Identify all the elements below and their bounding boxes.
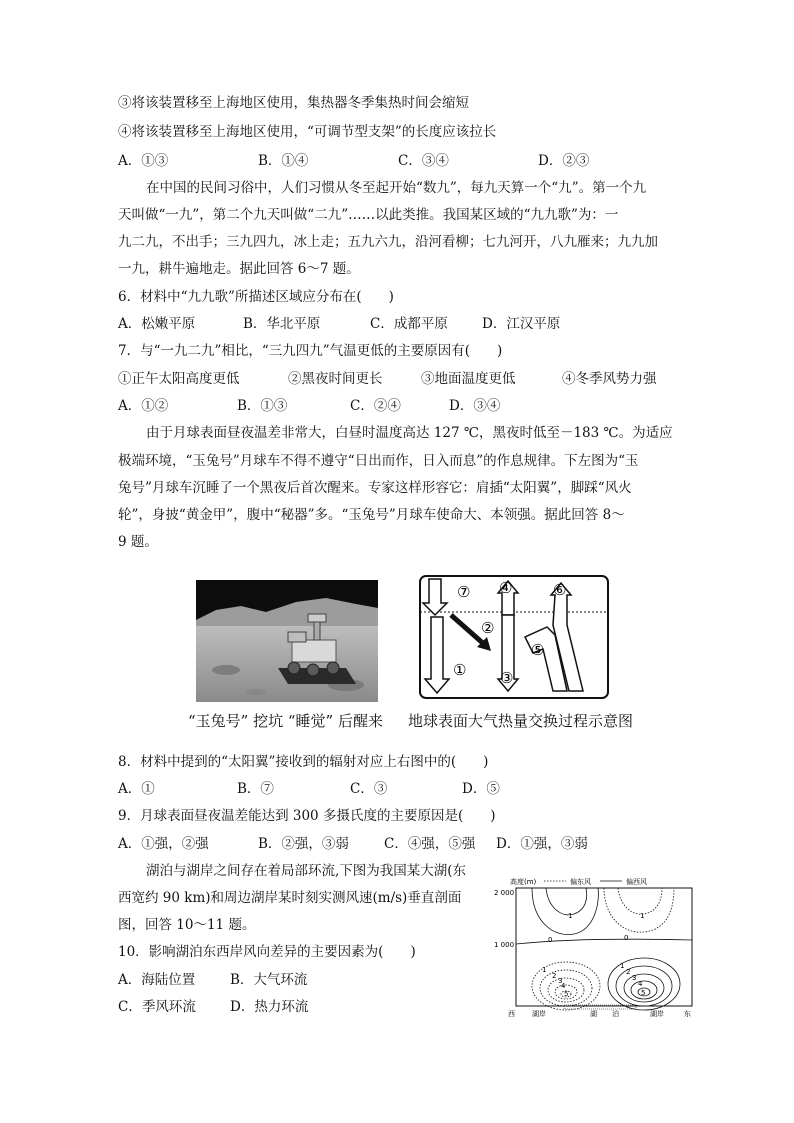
label-east: 东 [684,1010,691,1018]
q9-option-b: B．②强，③弱 [258,836,349,852]
q10-stem: 10．影响湖泊东西岸风向差异的主要因素为( ) [118,944,416,960]
passage1-line-4: 一九，耕牛遍地走。据此回答 6～7 题。 [118,261,360,277]
q5-option-a: A．①③ [118,153,169,169]
contour-label: 0 [548,936,553,944]
q5-item-4: ④将该装置移至上海地区使用，“可调节型支架”的长度应该拉长 [118,124,497,140]
q10-option-c: C．季风环流 [118,999,196,1015]
passage2-line-5: 9 题。 [118,534,158,550]
contour-label: 2 [552,972,557,980]
q7-option-d: D．③④ [449,398,501,414]
right-figure-caption: 地球表面大气热量交换过程示意图 [408,712,634,730]
q5-item-3: ③将该装置移至上海地区使用，集热器冬季集热时间会缩短 [118,95,469,111]
q10-option-b: B．大气环流 [230,972,308,988]
label-lake: 湖 [590,1010,597,1018]
passage3-line-3: 图，回答 10～11 题。 [118,917,256,933]
label-5: ⑤ [531,641,545,659]
q7-item-2: ②黑夜时间更长 [288,371,383,387]
contour-label: 5 [564,990,569,998]
q6-option-b: B．华北平原 [243,316,321,332]
label-shore-west: 湖岸 [532,1010,546,1018]
contour-label: 5 [641,989,646,997]
q10-option-a: A．海陆位置 [118,972,196,988]
q7-item-3: ③地面温度更低 [421,371,516,387]
heat-exchange-diagram [419,575,609,699]
q7-option-b: B．①③ [237,398,288,414]
contour-label: 1 [542,966,547,974]
q7-item-4: ④冬季风势力强 [562,371,657,387]
q7-stem: 7．与“一九二九”相比，“三九四九”气温更低的主要原因有( ) [118,343,503,359]
label-7: ⑦ [457,583,471,601]
lake-wind-profile-chart [494,874,698,1020]
q6-option-c: C．成都平原 [370,316,448,332]
q6-stem: 6．材料中“九九歌”所描述区域应分布在( ) [118,289,394,305]
lake-chart-ylabel: 高度(m) [510,878,537,886]
q5-option-d: D．②③ [538,153,590,169]
q6-option-a: A．松嫩平原 [118,316,196,332]
ytick-2000: 2 000 [494,889,515,897]
label-po: 泊 [612,1010,619,1018]
q9-option-d: D．①强，③弱 [496,836,588,852]
legend-west-wind: 偏西风 [626,878,647,886]
label-1: ① [453,661,467,679]
legend-east-wind: 偏东风 [570,878,591,886]
ytick-1000: 1 000 [494,941,515,949]
contour-label: 4 [638,980,643,988]
q9-stem: 9．月球表面昼夜温差能达到 300 多摄氏度的主要原因是( ) [118,808,496,824]
passage2-line-2: 极端环境，“玉兔号”月球车不得不遵守“日出而作，日入而息”的作息规律。下左图为“玉 [118,453,639,469]
label-2: ② [481,619,495,637]
label-3: ③ [500,669,514,687]
contour-label: 1 [620,962,625,970]
q7-item-1: ①正午太阳高度更低 [118,371,240,387]
q7-option-a: A．①② [118,398,169,414]
q5-option-c: C．③④ [398,153,449,169]
contour-label: 3 [632,974,637,982]
contour-label: 0 [624,934,629,942]
q8-option-d: D．⑤ [462,781,500,797]
passage2-line-3: 兔号”月球车沉睡了一个黑夜后首次醒来。专家这样形容它：肩插“太阳翼”，脚踩“风火 [118,480,632,496]
yutu-rover-photo [196,580,378,702]
passage1-line-3: 九二九，不出手；三九四九，冰上走；五九六九，沿河看柳；七九河开，八九雁来；九九加 [118,234,658,250]
q9-option-c: C．④强，⑤强 [384,836,476,852]
passage3-line-2: 西宽约 90 km)和周边湖岸某时刻实测风速(m/s)垂直剖面 [118,890,462,906]
contour-label: 2 [626,968,631,976]
left-figure-caption: “玉兔号” 挖坑 “睡觉” 后醒来 [188,712,383,730]
q7-option-c: C．②④ [350,398,401,414]
label-west: 西 [508,1010,515,1018]
label-6: ⑥ [553,581,567,599]
contour-label: 1 [640,912,645,920]
q8-option-b: B．⑦ [237,781,274,797]
contour-label: 3 [558,977,563,985]
passage2-line-4: 轮”，身披“黄金甲”，腹中“秘器”多。“玉兔号”月球车使命大、本领强。据此回答 8～ [118,507,625,523]
q8-option-c: C．③ [350,781,388,797]
passage2-line-1: 由于月球表面昼夜温差非常大，白昼时温度高达 127 ℃，黑夜时低至－183 ℃。为适应 [146,425,673,441]
contour-label: 4 [561,982,566,990]
passage1-line-2: 天叫做“一九”，第二个九天叫做“二九”……以此类推。我国某区域的“九九歌”为：一 [118,207,619,223]
q8-option-a: A．① [118,781,155,797]
contour-label: 1 [568,912,573,920]
q6-option-d: D．江汉平原 [482,316,561,332]
label-shore-east: 湖岸 [650,1010,664,1018]
q5-option-b: B．①④ [258,153,309,169]
label-4: ④ [499,579,513,597]
q9-option-a: A．①强，②强 [118,836,209,852]
q8-stem: 8．材料中提到的“太阳翼”接收到的辐射对应上右图中的( ) [118,754,489,770]
passage1-line-1: 在中国的民间习俗中，人们习惯从冬至起开始“数九”，每九天算一个“九”。第一个九 [146,180,647,196]
q10-option-d: D．热力环流 [230,999,309,1015]
passage3-line-1: 湖泊与湖岸之间存在着局部环流,下图为我国某大湖(东 [146,863,467,879]
